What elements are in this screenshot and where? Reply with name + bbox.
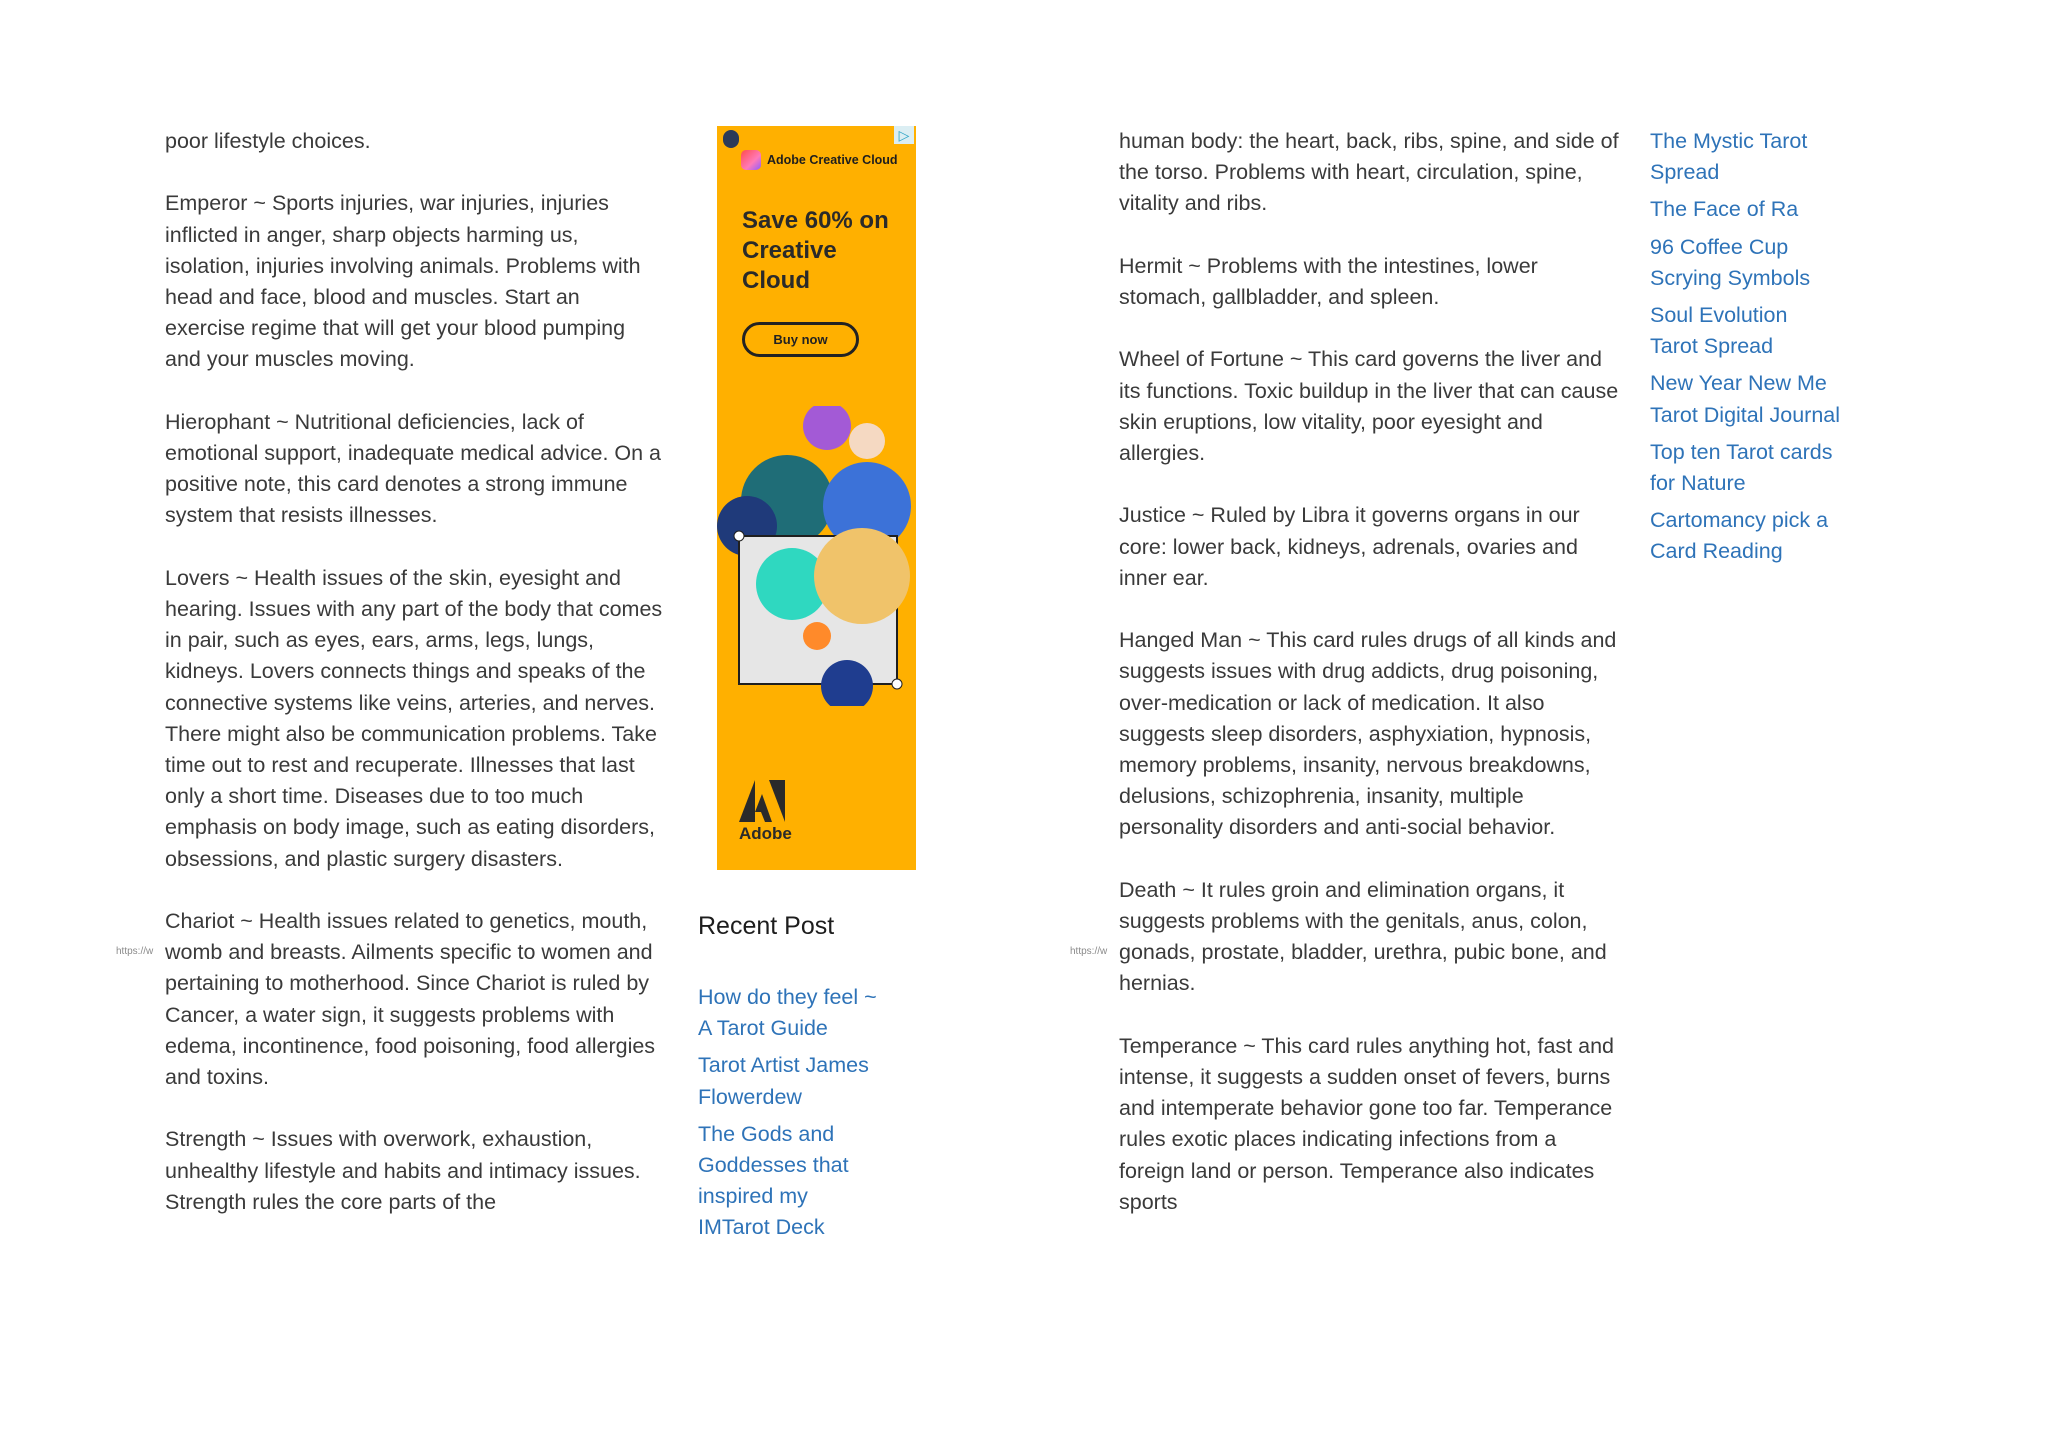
buy-now-button[interactable]: Buy now [742,322,859,357]
paragraph: Chariot ~ Health issues related to genetics, mouth, womb and breasts. Ailments specific to women and pertaining to motherhood. Since Chariot is ruled by Cancer, a water sign, it suggests problems with edema, incontinence, food poisoning, food allergies and toxins. [165,909,656,1090]
ad-choices-icon[interactable]: ▷ [894,126,914,144]
url-note: https://w [1070,946,1108,957]
article-left-column [165,126,665,1249]
paragraph: Strength ~ Issues with overwork, exhaustion, unhealthy lifestyle and habits and intimacy issues. Strength rules the core parts of the [165,1127,641,1214]
ad-headline: Save 60% on Creative Cloud [742,207,889,294]
paragraph: Hermit ~ Problems with the intestines, lower stomach, gallbladder, and spleen. [1119,253,1538,309]
adobe-logo-icon [739,780,785,822]
recent-post-link[interactable]: How do they feel ~ A Tarot Guide [698,985,877,1041]
adobe-wordmark: Adobe [739,824,792,843]
sidebar-link[interactable]: Soul Evolution Tarot Spread [1650,303,1788,359]
advertisement-banner[interactable] [717,126,916,870]
paragraph: Death ~ It rules groin and elimination organs, it suggests problems with the genitals, anus, colon, gonads, prostate, bladder, urethra, pubic bone, and hernias. [1119,877,1607,996]
sidebar-link[interactable]: Top ten Tarot cards for Nature [1650,439,1833,496]
ad-brand-name: Adobe Creative Cloud [767,153,898,167]
paragraph: poor lifestyle choices. [165,129,371,153]
paragraph: Wheel of Fortune ~ This card governs the liver and its functions. Toxic buildup in the liver that can cause skin eruptions, low vitality, poor eyesight and allergies. [1119,347,1619,465]
sidebar-link[interactable]: Cartomancy pick a Card Reading [1650,508,1829,564]
recent-post-link[interactable]: Tarot Artist James Flowerdew [698,1053,869,1109]
shield-icon [723,130,739,148]
paragraph: Emperor ~ Sports injuries, war injuries, injuries inflicted in anger, sharp objects harming us, isolation, injuries involving animals. Problems with head and face, blood and muscles. Start an exercise regime that will get your blood pumping and your muscles moving. [165,191,641,372]
article-right-column [1119,126,1619,1249]
right-page [1024,0,2048,1448]
sidebar-link[interactable]: 96 Coffee Cup Scrying Symbols [1650,234,1811,290]
paragraph: Hierophant ~ Nutritional deficiencies, lack of emotional support, inadequate medical advice. On a positive note, this card denotes a strong immune system that resists illnesses. [165,409,662,528]
paragraph: Justice ~ Ruled by Libra it governs organs in our core: lower back, kidneys, adrenals, ovaries and inner ear. [1119,503,1580,590]
url-note: https://w [116,946,154,957]
recent-post-list [698,982,883,1250]
paragraph: Hanged Man ~ This card rules drugs of all kinds and suggests issues with drug addicts, drug poisoning, over-medication or lack of medication. It also suggests sleep disorders, asphyxiation, hypnosis, memory problems, insanity, nervous breakdowns, delusions, schizophrenia, insanity, multiple personality disorders and anti-social behavior. [1119,628,1617,840]
sidebar-link[interactable]: The Mystic Tarot Spread [1650,129,1808,185]
creative-cloud-logo-icon [741,150,761,170]
paragraph: Temperance ~ This card rules anything hot, fast and intense, it suggests a sudden onset of fevers, burns and intemperate behavior gone too far. Temperance rules exotic places indicating infections from a foreign land or person. Temperance also indicates sports [1119,1033,1614,1214]
sidebar-link[interactable]: New Year New Me Tarot Digital Journal [1650,371,1841,427]
sidebar-link[interactable]: The Face of Ra [1650,197,1799,222]
ad-illustration [717,406,916,706]
recent-post-heading: Recent Post [698,912,835,940]
recent-post-link[interactable]: The Gods and Goddesses that inspired my IMTarot Deck [698,1121,849,1240]
paragraph: Lovers ~ Health issues of the skin, eyesight and hearing. Issues with any part of the body that comes in pair, such as eyes, ears, arms, legs, lungs, kidneys. Lovers connects things and speaks of the connective systems like veins, arteries, and nerves. There might also be communication problems. Take time out to rest and recuperate. Illnesses that last only a short time. Diseases due to too much emphasis on body image, such as eating disorders, obsessions, and plastic surgery disasters. [165,565,663,871]
sidebar-link-list [1650,126,1840,574]
ad-brand-row [741,150,898,170]
paragraph: human body: the heart, back, ribs, spine, and side of the torso. Problems with heart, circulation, spine, vitality and ribs. [1119,129,1619,216]
